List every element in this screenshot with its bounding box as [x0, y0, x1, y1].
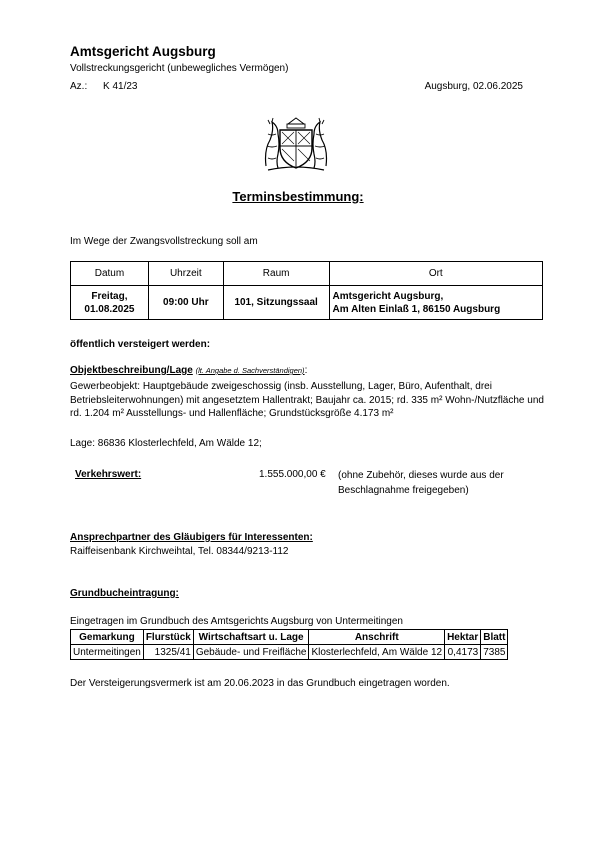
market-value-label: Verkehrswert: [75, 469, 142, 480]
schedule-place-cell [329, 286, 542, 320]
schedule-room: 101, Sitzungssaal [223, 286, 329, 320]
land-register-table [70, 629, 508, 660]
document-title: Terminsbestimmung: [232, 189, 364, 204]
schedule-time: 09:00 Uhr [148, 286, 223, 320]
schedule-date-cell [71, 286, 149, 320]
lr-header-wirtschaftsart: Wirtschaftsart u. Lage [193, 630, 309, 645]
lr-blatt: 7385 [481, 645, 508, 660]
land-register-header-row [71, 630, 508, 645]
schedule-date: 01.08.2025 [84, 303, 135, 315]
lr-header-flurstueck: Flurstück [143, 630, 193, 645]
coat-of-arms-icon [262, 112, 330, 174]
land-register-intro: Eingetragen im Grundbuch des Amtsgerichts Augsburg von Untermeitingen [70, 616, 403, 627]
schedule-header-place: Ort [329, 262, 542, 286]
object-location: Lage: 86836 Klosterlechfeld, Am Wälde 12; [70, 438, 262, 449]
auction-statement: öffentlich versteigert werden: [70, 339, 211, 350]
schedule-table [70, 261, 543, 320]
place-date: Augsburg, 02.06.2025 [424, 81, 523, 92]
object-heading-colon: : [304, 365, 308, 376]
lr-header-gemarkung: Gemarkung [71, 630, 144, 645]
market-value-amount: 1.555.000,00 € [259, 469, 326, 480]
market-value-note: (ohne Zubehör, dieses wurde aus der Beschlagnahme freigegeben) [338, 470, 504, 496]
schedule-header-room: Raum [223, 262, 329, 286]
object-heading-note: (lt. Angabe d. Sachverständigen) [195, 366, 305, 375]
file-number-label: Az.: [70, 81, 88, 92]
schedule-row [71, 286, 543, 320]
object-heading-text: Objektbeschreibung/Lage [70, 365, 193, 376]
lr-header-blatt: Blatt [481, 630, 508, 645]
object-heading [70, 364, 307, 377]
schedule-place-line1: Amtsgericht Augsburg, [332, 290, 444, 302]
lr-gemarkung: Untermeitingen [71, 645, 144, 660]
schedule-day: Freitag, [91, 290, 128, 302]
court-department: Vollstreckungsgericht (unbewegliches Vermögen) [70, 63, 289, 74]
object-description: Gewerbeobjekt: Hauptgebäude zweigeschossig (insb. Ausstellung, Lager, Büro, Aufenthalt, drei Betriebsleiterwohnungen) mit angesetztem Hallentrakt; Baujahr ca. 2015; rd. 335 m² Wohn-/Nutzfläche und rd. 1.204 m² Ausstellungs- und Hallenfläche; Grundstücksgröße 4.173 m² [70, 381, 544, 419]
schedule-place-line2: Am Alten Einlaß 1, 86150 Augsburg [332, 303, 501, 315]
schedule-header-row [71, 262, 543, 286]
file-number: K 41/23 [103, 81, 138, 92]
lr-flurstueck: 1325/41 [143, 645, 193, 660]
schedule-header-date: Datum [71, 262, 149, 286]
lr-anschrift: Klosterlechfeld, Am Wälde 12 [309, 645, 445, 660]
land-register-row [71, 645, 508, 660]
lr-wirtschaftsart: Gebäude- und Freifläche [193, 645, 309, 660]
contact-text: Raiffeisenbank Kirchweihtal, Tel. 08344/9213-112 [70, 546, 289, 557]
contact-heading: Ansprechpartner des Gläubigers für Interessenten: [70, 532, 313, 543]
intro-text: Im Wege der Zwangsvollstreckung soll am [70, 236, 258, 247]
land-register-heading: Grundbucheintragung: [70, 588, 179, 599]
court-name: Amtsgericht Augsburg [70, 44, 216, 59]
lr-header-anschrift: Anschrift [309, 630, 445, 645]
lr-hektar: 0,4173 [445, 645, 481, 660]
schedule-header-time: Uhrzeit [148, 262, 223, 286]
register-note: Der Versteigerungsvermerk ist am 20.06.2023 in das Grundbuch eingetragen worden. [70, 678, 450, 689]
lr-header-hektar: Hektar [445, 630, 481, 645]
